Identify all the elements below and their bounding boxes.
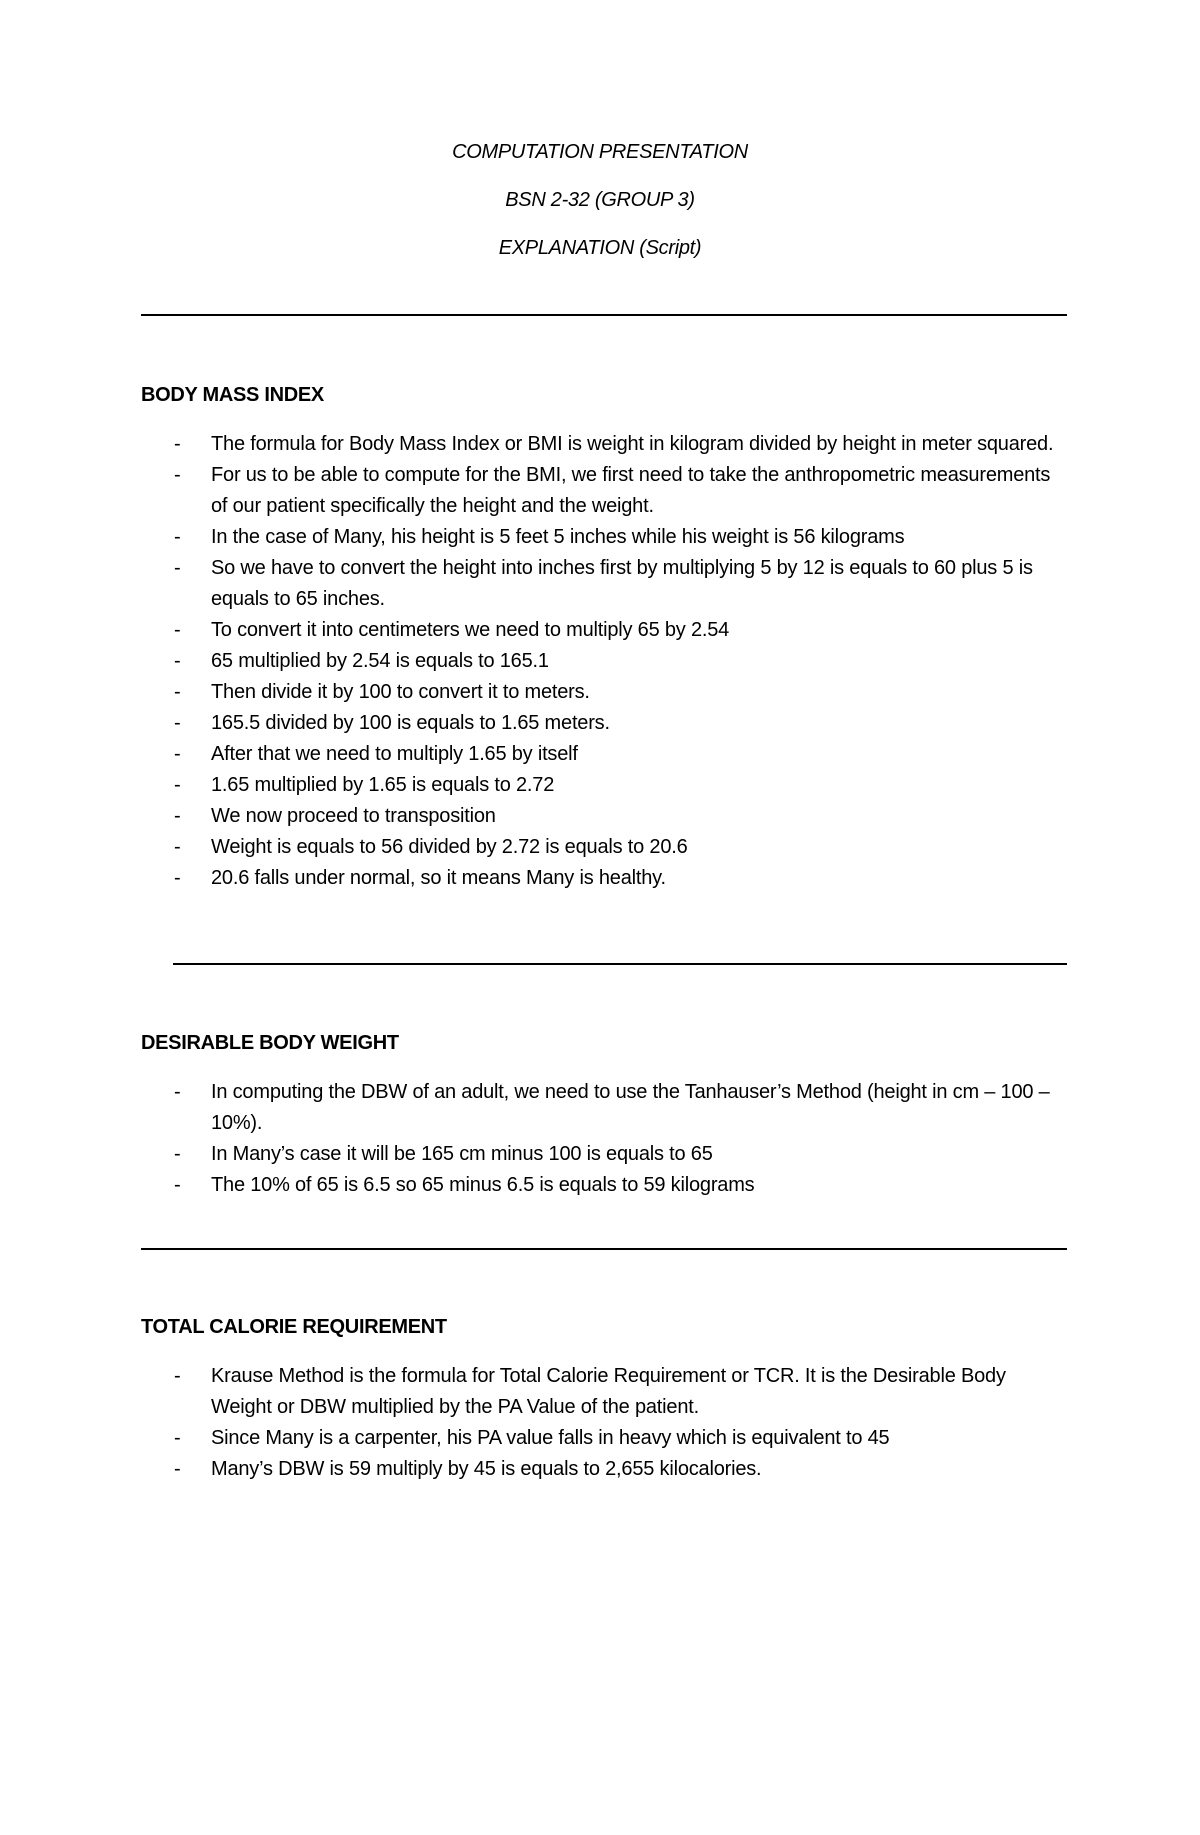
section-title: TOTAL CALORIE REQUIREMENT	[141, 1316, 447, 1338]
bullet-dash: -	[174, 836, 181, 858]
list-item	[141, 1361, 1071, 1423]
item-text: We now proceed to transposition	[211, 805, 496, 827]
bullet-dash: -	[174, 1174, 181, 1196]
bullet-dash: -	[174, 650, 181, 672]
section-body-mass-index	[141, 383, 1071, 894]
section-title: BODY MASS INDEX	[141, 384, 324, 406]
divider-3	[141, 1248, 1067, 1250]
section-title: DESIRABLE BODY WEIGHT	[141, 1032, 399, 1054]
bmi-list	[141, 429, 1071, 894]
bullet-dash: -	[174, 526, 181, 548]
item-text: The formula for Body Mass Index or BMI is weight in kilogram divided by height in meter squared.	[211, 433, 1054, 455]
list-item	[141, 1454, 1071, 1485]
item-text: Many’s DBW is 59 multiply by 45 is equals to 2,655 kilocalories.	[211, 1458, 762, 1480]
bullet-dash: -	[174, 712, 181, 734]
item-text: 65 multiplied by 2.54 is equals to 165.1	[211, 650, 549, 672]
bullet-dash: -	[174, 557, 181, 579]
item-text: Krause Method is the formula for Total Calorie Requirement or TCR. It is the Desirable Body Weight or DBW multiplied by the PA Value of the patient.	[211, 1365, 1006, 1418]
bullet-dash: -	[174, 774, 181, 796]
bullet-dash: -	[174, 464, 181, 486]
item-text: 20.6 falls under normal, so it means Many is healthy.	[211, 867, 666, 889]
list-item	[141, 553, 1071, 615]
list-item	[141, 615, 1071, 646]
item-text: In computing the DBW of an adult, we need to use the Tanhauser’s Method (height in cm – 100 – 10%).	[211, 1081, 1050, 1134]
presentation-title: COMPUTATION PRESENTATION	[452, 141, 748, 163]
bullet-dash: -	[174, 1427, 181, 1449]
document-header	[0, 140, 1200, 284]
list-item	[141, 1170, 1071, 1201]
bullet-dash: -	[174, 433, 181, 455]
list-item	[141, 863, 1071, 894]
list-item	[141, 801, 1071, 832]
list-item	[141, 770, 1071, 801]
list-item	[141, 522, 1071, 553]
item-text: Since Many is a carpenter, his PA value falls in heavy which is equivalent to 45	[211, 1427, 890, 1449]
bullet-dash: -	[174, 867, 181, 889]
divider-1	[141, 314, 1067, 316]
item-text: The 10% of 65 is 6.5 so 65 minus 6.5 is equals to 59 kilograms	[211, 1174, 755, 1196]
bullet-dash: -	[174, 805, 181, 827]
bullet-dash: -	[174, 619, 181, 641]
document-subtitle: EXPLANATION (Script)	[498, 237, 702, 259]
list-item	[141, 708, 1071, 739]
bullet-dash: -	[174, 681, 181, 703]
item-text: To convert it into centimeters we need to multiply 65 by 2.54	[211, 619, 730, 641]
list-item	[141, 646, 1071, 677]
item-text: Then divide it by 100 to convert it to meters.	[211, 681, 590, 703]
dbw-list	[141, 1077, 1071, 1201]
bullet-dash: -	[174, 1081, 181, 1103]
item-text: For us to be able to compute for the BMI, we first need to take the anthropometric measurements of our patient specifically the height and the weight.	[211, 464, 1051, 517]
section-total-calorie-requirement	[141, 1315, 1071, 1485]
item-text: In the case of Many, his height is 5 feet 5 inches while his weight is 56 kilograms	[211, 526, 905, 548]
bullet-dash: -	[174, 1458, 181, 1480]
list-item	[141, 1423, 1071, 1454]
list-item	[141, 460, 1071, 522]
list-item	[141, 1139, 1071, 1170]
item-text: So we have to convert the height into inches first by multiplying 5 by 12 is equals to 60 plus 5 is equals to 65 inches.	[211, 557, 1033, 610]
bullet-dash: -	[174, 743, 181, 765]
item-text: Weight is equals to 56 divided by 2.72 is equals to 20.6	[211, 836, 688, 858]
item-text: In Many’s case it will be 165 cm minus 100 is equals to 65	[211, 1143, 713, 1165]
divider-2	[173, 963, 1067, 965]
list-item	[141, 739, 1071, 770]
item-text: After that we need to multiply 1.65 by itself	[211, 743, 578, 765]
list-item	[141, 832, 1071, 863]
item-text: 1.65 multiplied by 1.65 is equals to 2.72	[211, 774, 555, 796]
tcr-list	[141, 1361, 1071, 1485]
list-item	[141, 429, 1071, 460]
list-item	[141, 677, 1071, 708]
bullet-dash: -	[174, 1143, 181, 1165]
class-group: BSN 2-32 (GROUP 3)	[505, 189, 695, 211]
item-text: 165.5 divided by 100 is equals to 1.65 meters.	[211, 712, 610, 734]
section-desirable-body-weight	[141, 1031, 1071, 1201]
bullet-dash: -	[174, 1365, 181, 1387]
list-item	[141, 1077, 1071, 1139]
